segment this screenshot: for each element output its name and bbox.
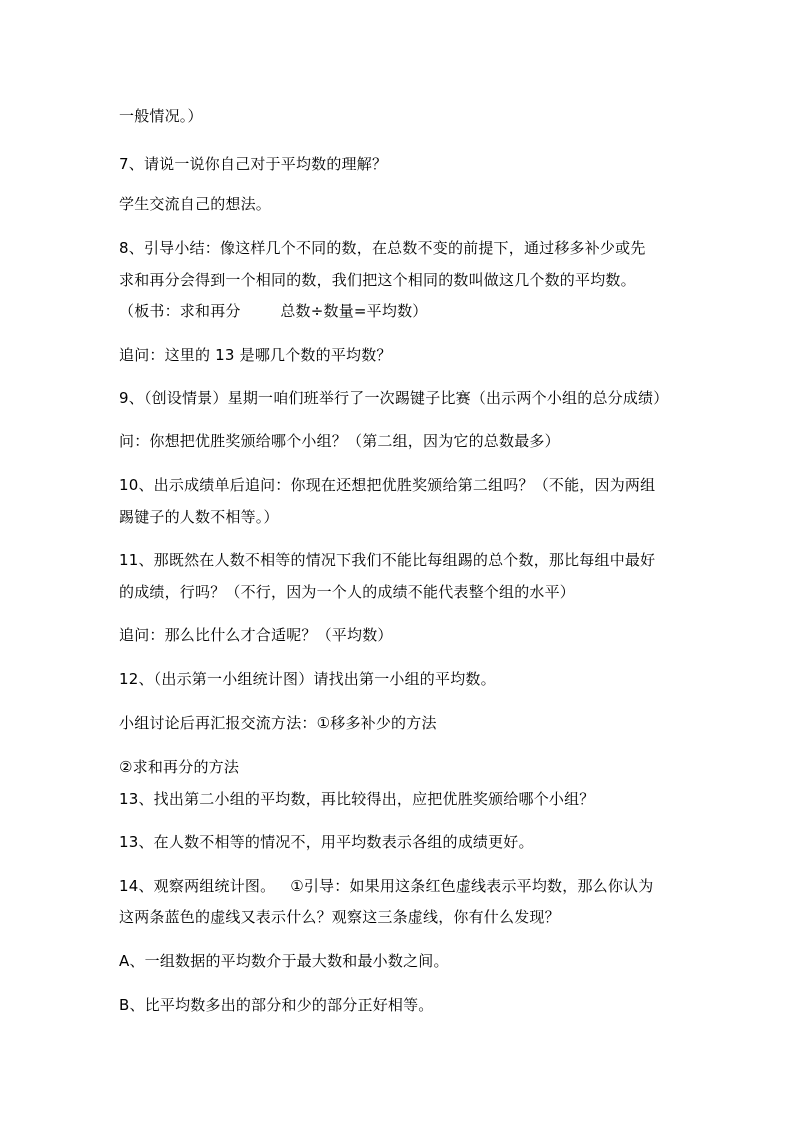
text-line: 的成绩，行吗？（不行，因为一个人的成绩不能代表整个组的水平） (119, 583, 576, 601)
text-line: ②求和再分的方法 (119, 758, 240, 776)
text-line: 追问：那么比什么才合适呢？（平均数） (119, 626, 393, 644)
text-line: 11、那既然在人数不相等的情况下我们不能比每组踢的总个数，那比每组中最好 (119, 551, 656, 569)
text-line: 12、（出示第一小组统计图）请找出第一小组的平均数。 (119, 670, 496, 688)
text-line: 这两条蓝色的虚线又表示什么？观察这三条虚线，你有什么发现？ (119, 908, 560, 926)
text-line: 7、请说一说你自己对于平均数的理解？ (119, 155, 388, 173)
text-line: A、一组数据的平均数介于最大数和最小数之间。 (119, 952, 449, 970)
text-line: （板书：求和再分 总数÷数量=平均数） (119, 302, 428, 320)
text-line: B、比平均数多出的部分和少的部分正好相等。 (119, 996, 434, 1014)
text-line: 10、出示成绩单后追问：你现在还想把优胜奖颁给第二组吗？（不能，因为两组 (119, 476, 656, 494)
text-line: 9、（创设情景）星期一咱们班举行了一次踢键子比赛（出示两个小组的总分成绩） (119, 389, 669, 407)
text-line: 8、引导小结：像这样几个不同的数，在总数不变的前提下，通过移多补少或先 (119, 239, 646, 257)
text-line: 13、找出第二小组的平均数，再比较得出，应把优胜奖颁给哪个小组？ (119, 790, 595, 808)
text-line: 踢键子的人数不相等。） (119, 508, 279, 526)
text-line: 求和再分会得到一个相同的数，我们把这个相同的数叫做这几个数的平均数。 (119, 271, 636, 289)
text-line: 13、在人数不相等的情况不，用平均数表示各组的成绩更好。 (119, 833, 534, 851)
text-line: 小组讨论后再汇报交流方法：①移多补少的方法 (119, 714, 437, 732)
text-line: 学生交流自己的想法。 (119, 195, 272, 213)
text-line: 一般情况。） (119, 107, 203, 125)
text-line: 问：你想把优胜奖颁给哪个小组？（第二组，因为它的总数最多） (119, 432, 560, 450)
text-line: 追问：这里的 13 是哪几个数的平均数？ (119, 346, 392, 364)
text-line: 14、观察两组统计图。 ①引导：如果用这条红色虚线表示平均数，那么你认为 (119, 877, 654, 895)
